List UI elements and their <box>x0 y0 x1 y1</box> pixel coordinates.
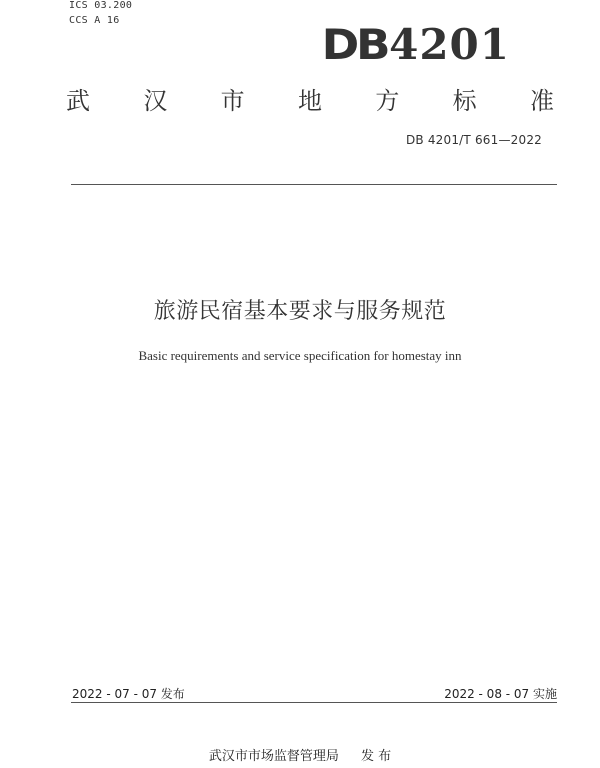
db-logo-number: 4201 <box>389 20 510 69</box>
issue-date: 2022 - 07 - 07 发布 <box>72 687 185 701</box>
issuer-title-char: 地 <box>297 87 322 115</box>
db-logo <box>321 20 510 70</box>
issuer-title-char: 市 <box>220 87 245 115</box>
issuer-title <box>66 86 554 116</box>
issuer-title-char: 标 <box>452 87 477 115</box>
implementation-date: 2022 - 08 - 07 实施 <box>444 687 557 701</box>
publisher-action: 发 布 <box>360 749 392 764</box>
issuer-title-char: 方 <box>375 87 400 115</box>
publisher-name: 武汉市市场监督管理局 <box>208 749 339 764</box>
issuer-title-char: 准 <box>529 87 554 115</box>
top-divider <box>71 184 557 185</box>
bottom-divider <box>71 702 557 703</box>
document-title-chinese: 旅游民宿基本要求与服务规范 <box>153 299 447 324</box>
document-title-english: Basic requirements and service specification for homestay inn <box>138 348 462 363</box>
publisher-line <box>0 745 600 764</box>
issuer-title-char: 武 <box>66 87 90 115</box>
db-logo-prefix: DB <box>321 20 388 69</box>
standard-code: DB 4201/T 661—2022 <box>405 133 542 147</box>
issuer-title-char: 汉 <box>143 87 168 115</box>
ccs-code: CCS A 16 <box>69 15 120 26</box>
ics-code: ICS 03.200 <box>69 0 133 11</box>
